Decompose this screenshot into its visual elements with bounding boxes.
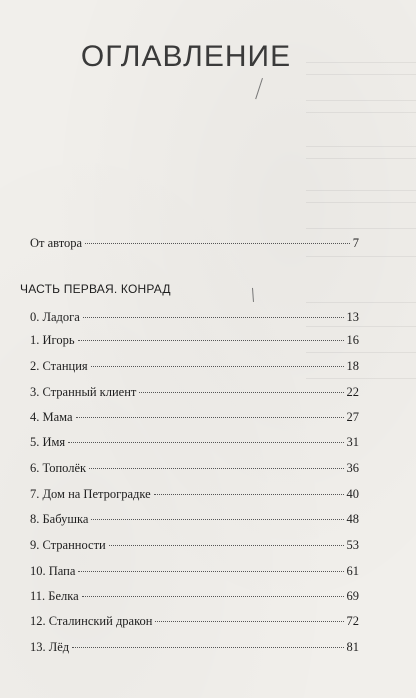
toc-entry-label: От автора bbox=[30, 236, 83, 250]
toc-entry-label: 4. Мама bbox=[30, 410, 73, 424]
toc-entry[interactable] bbox=[30, 640, 359, 658]
toc-entry-label: 11. Белка bbox=[30, 589, 79, 603]
toc-entry-page: 31 bbox=[346, 435, 359, 449]
toc-entry-label: 6. Тополёк bbox=[30, 461, 87, 475]
toc-entry[interactable] bbox=[30, 333, 359, 351]
dot-leader bbox=[78, 340, 344, 341]
bleed-through-line bbox=[306, 228, 416, 229]
bleed-through-line bbox=[306, 202, 416, 203]
toc-entry[interactable] bbox=[30, 589, 359, 607]
toc-entry-label: 5. Имя bbox=[30, 435, 66, 449]
part-heading: ЧАСТЬ ПЕРВАЯ. КОНРАД bbox=[20, 282, 171, 296]
toc-entry-page: 40 bbox=[346, 487, 359, 501]
bleed-through-line bbox=[306, 256, 416, 257]
toc-entry[interactable] bbox=[30, 487, 359, 505]
toc-entry-page: 22 bbox=[346, 385, 359, 399]
toc-entry[interactable] bbox=[30, 359, 359, 377]
bleed-through-line bbox=[306, 302, 416, 303]
toc-entry-page: 81 bbox=[346, 640, 359, 654]
toc-entry-label: 12. Сталинский дракон bbox=[30, 614, 153, 628]
dot-leader bbox=[78, 571, 343, 572]
toc-entry[interactable] bbox=[30, 385, 359, 403]
toc-entry-page: 53 bbox=[346, 538, 359, 552]
toc-entry[interactable] bbox=[30, 538, 359, 556]
dot-leader bbox=[154, 494, 344, 495]
toc-entry[interactable] bbox=[30, 614, 359, 632]
bleed-through-line bbox=[306, 190, 416, 191]
toc-entry[interactable] bbox=[30, 310, 359, 328]
dot-leader bbox=[76, 417, 344, 418]
dot-leader bbox=[89, 468, 343, 469]
dot-leader bbox=[82, 596, 344, 597]
bleed-through-line bbox=[306, 100, 416, 101]
bleed-through-line bbox=[306, 146, 416, 147]
toc-entry-page: 13 bbox=[346, 310, 359, 324]
toc-entry[interactable] bbox=[30, 564, 359, 582]
toc-entry-page: 36 bbox=[346, 461, 359, 475]
toc-entry-label: 1. Игорь bbox=[30, 333, 75, 347]
toc-entry-page: 7 bbox=[352, 236, 359, 250]
dot-leader bbox=[72, 647, 343, 648]
toc-entry-label: 9. Странности bbox=[30, 538, 106, 552]
toc-entry-page: 72 bbox=[346, 614, 359, 628]
dot-leader bbox=[83, 317, 344, 318]
dot-leader bbox=[91, 519, 343, 520]
toc-entry-label: 10. Папа bbox=[30, 564, 76, 578]
bleed-through-line bbox=[306, 352, 416, 353]
bleed-through-line bbox=[306, 378, 416, 379]
toc-entry-page: 69 bbox=[346, 589, 359, 603]
toc-entry-page: 16 bbox=[346, 333, 359, 347]
toc-entry-label: 3. Странный клиент bbox=[30, 385, 137, 399]
toc-entry[interactable] bbox=[30, 461, 359, 479]
dot-leader bbox=[91, 366, 344, 367]
dot-leader bbox=[139, 392, 343, 393]
toc-entry-label: 2. Станция bbox=[30, 359, 88, 373]
toc-entry-page: 48 bbox=[346, 512, 359, 526]
dot-leader bbox=[68, 442, 343, 443]
dot-leader bbox=[155, 621, 343, 622]
toc-entry-label: 13. Лёд bbox=[30, 640, 70, 654]
toc-entry-page: 61 bbox=[346, 564, 359, 578]
bleed-through-line bbox=[306, 158, 416, 159]
dot-leader bbox=[109, 545, 344, 546]
bleed-through-line bbox=[306, 74, 416, 75]
toc-entry-label: 0. Ладога bbox=[30, 310, 80, 324]
toc-entry[interactable] bbox=[30, 512, 359, 530]
page-title: ОГЛАВЛЕНИЕ bbox=[80, 40, 292, 73]
pencil-mark bbox=[252, 288, 254, 302]
toc-entry-label: 8. Бабушка bbox=[30, 512, 89, 526]
toc-entry-page: 18 bbox=[346, 359, 359, 373]
toc-entry-intro[interactable] bbox=[30, 236, 359, 254]
pencil-mark bbox=[255, 78, 263, 99]
toc-entry[interactable] bbox=[30, 410, 359, 428]
bleed-through-line bbox=[306, 112, 416, 113]
toc-entry[interactable] bbox=[30, 435, 359, 453]
dot-leader bbox=[85, 243, 350, 244]
toc-entry-label: 7. Дом на Петроградке bbox=[30, 487, 151, 501]
toc-entry-page: 27 bbox=[346, 410, 359, 424]
